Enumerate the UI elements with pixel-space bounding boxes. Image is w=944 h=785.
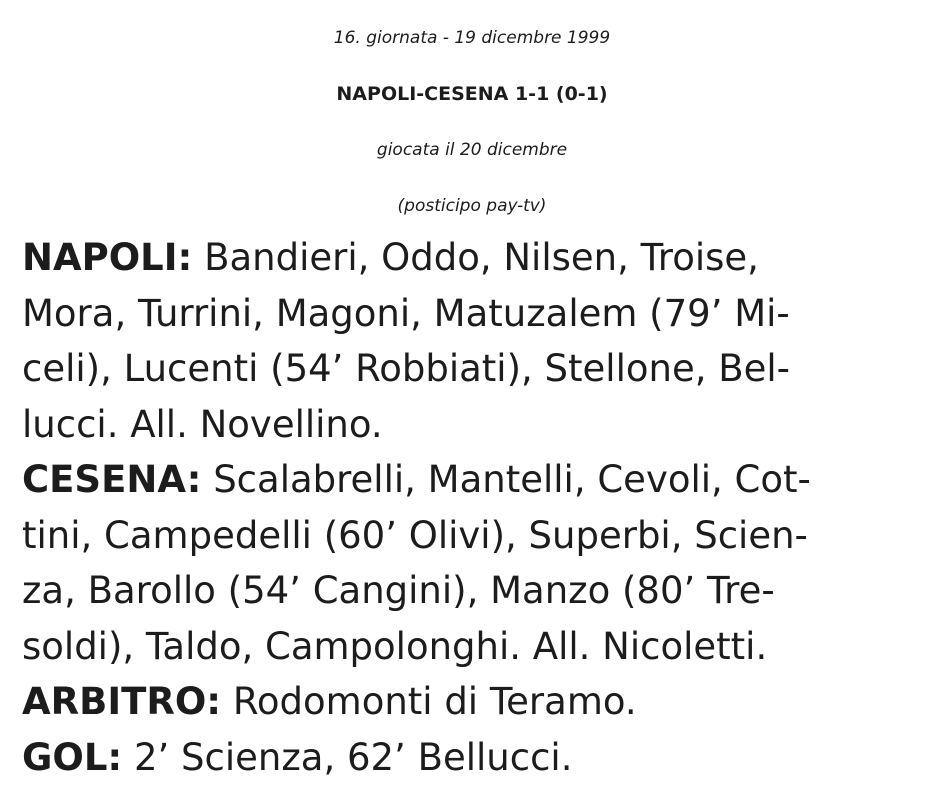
napoli-label: NAPOLI:: [22, 236, 192, 279]
cesena-line-1: [22, 452, 922, 508]
cesena-players-1: Scalabrelli, Mantelli, Cevoli, Cot-: [201, 458, 810, 501]
cesena-players-4: soldi), Taldo, Campolonghi. All. Nicoletti.: [22, 619, 922, 675]
napoli-players-4: lucci. All. Novellino.: [22, 397, 922, 453]
cesena-players-3: za, Barollo (54’ Cangini), Manzo (80’ Tre-: [22, 563, 922, 619]
goals-list: 2’ Scienza, 62’ Bellucci.: [122, 736, 572, 779]
played-date: giocata il 20 dicembre: [0, 122, 944, 178]
goals-label: GOL:: [22, 736, 122, 779]
match-title: NAPOLI-CESENA 1-1 (0-1): [0, 66, 944, 122]
goals-line: [22, 730, 922, 785]
broadcast-note: (posticipo pay-tv): [0, 178, 944, 234]
match-report: [22, 230, 922, 785]
cesena-lineup: [22, 452, 922, 674]
napoli-lineup: [22, 230, 922, 452]
napoli-players-3: celi), Lucenti (54’ Robbiati), Stellone, Bel-: [22, 341, 922, 397]
round-date: 16. giornata - 19 dicembre 1999: [0, 10, 944, 66]
napoli-players-1: Bandieri, Oddo, Nilsen, Troise,: [192, 236, 759, 279]
referee-name: Rodomonti di Teramo.: [221, 680, 637, 723]
napoli-line-1: [22, 230, 922, 286]
referee-line: [22, 674, 922, 730]
cesena-players-2: tini, Campedelli (60’ Olivi), Superbi, Scien-: [22, 508, 922, 564]
referee-label: ARBITRO:: [22, 680, 221, 723]
cesena-label: CESENA:: [22, 458, 201, 501]
match-header: [0, 10, 944, 234]
napoli-players-2: Mora, Turrini, Magoni, Matuzalem (79’ Mi-: [22, 286, 922, 342]
